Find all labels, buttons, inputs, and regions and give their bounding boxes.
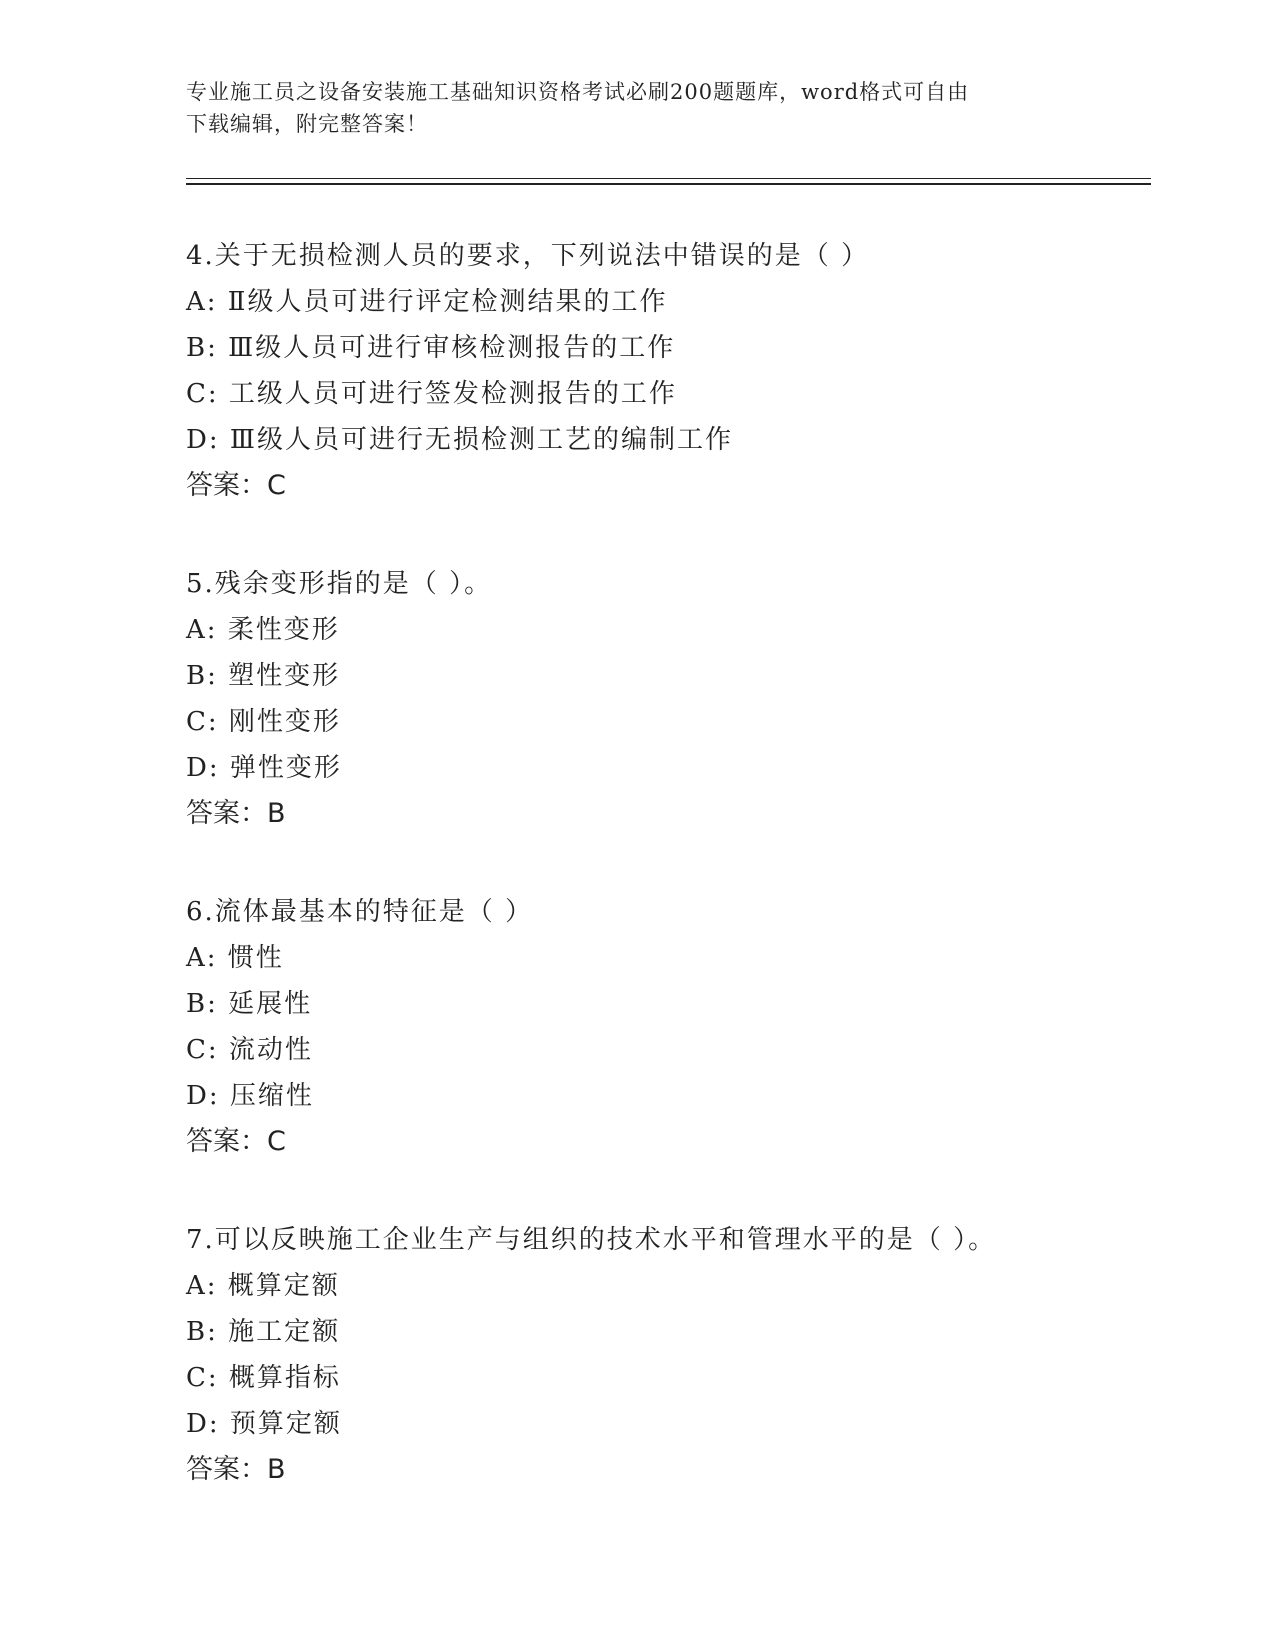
question-stem: 4.关于无损检测人员的要求，下列说法中错误的是（ ） bbox=[186, 241, 870, 271]
question-6 bbox=[186, 892, 1146, 1168]
option-d: D: 弹性变形 bbox=[186, 753, 342, 783]
option-b: B: Ⅲ级人员可进行审核检测报告的工作 bbox=[186, 333, 676, 363]
option-b: B: 施工定额 bbox=[186, 1317, 341, 1347]
answer: 答案：C bbox=[186, 1126, 286, 1157]
option-a: A: Ⅱ级人员可进行评定检测结果的工作 bbox=[186, 287, 668, 317]
question-stem: 6.流体最基本的特征是（ ） bbox=[186, 897, 534, 927]
question-stem: 5.残余变形指的是（ ）。 bbox=[186, 569, 493, 599]
option-b: B: 塑性变形 bbox=[186, 661, 341, 691]
answer: 答案：B bbox=[186, 798, 286, 829]
question-7 bbox=[186, 1220, 1146, 1496]
option-d: D: 预算定额 bbox=[186, 1409, 342, 1439]
option-d: D: 压缩性 bbox=[186, 1081, 314, 1111]
question-5 bbox=[186, 564, 1146, 840]
header-divider-thin bbox=[186, 178, 1151, 179]
header-line-1: 专业施工员之设备安装施工基础知识资格考试必刷200题题库，word格式可自由 bbox=[186, 80, 970, 104]
answer: 答案：C bbox=[186, 470, 286, 501]
option-c: C: 概算指标 bbox=[186, 1363, 341, 1393]
question-4 bbox=[186, 236, 1146, 512]
answer: 答案：B bbox=[186, 1454, 286, 1485]
option-c: C: 刚性变形 bbox=[186, 707, 341, 737]
option-b: B: 延展性 bbox=[186, 989, 313, 1019]
option-d: D: Ⅲ级人员可进行无损检测工艺的编制工作 bbox=[186, 425, 733, 455]
question-list bbox=[186, 236, 1146, 1548]
option-a: A: 惯性 bbox=[186, 943, 284, 973]
header-line-2: 下载编辑，附完整答案！ bbox=[186, 112, 428, 136]
option-c: C: 流动性 bbox=[186, 1035, 313, 1065]
document-header bbox=[186, 76, 1066, 140]
option-a: A: 柔性变形 bbox=[186, 615, 340, 645]
option-c: C: 工级人员可进行签发检测报告的工作 bbox=[186, 379, 677, 409]
question-stem: 7.可以反映施工企业生产与组织的技术水平和管理水平的是（ ）。 bbox=[186, 1225, 997, 1255]
header-divider-thick bbox=[186, 183, 1151, 185]
option-a: A: 概算定额 bbox=[186, 1271, 340, 1301]
